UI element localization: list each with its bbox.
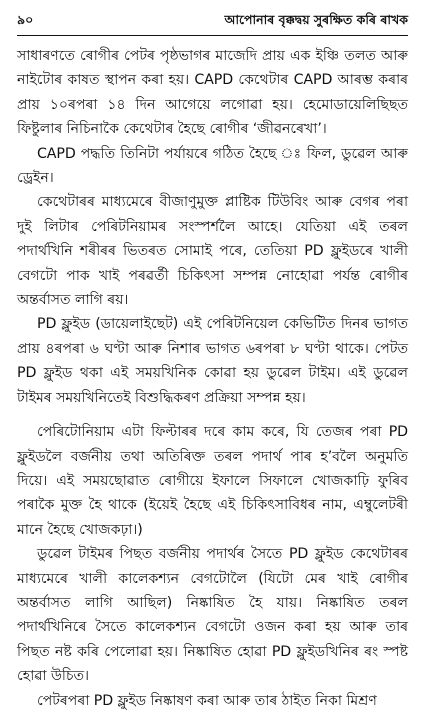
page-number: ৯০: [17, 12, 34, 27]
page-header: [17, 10, 408, 32]
paragraph: CAPD পদ্ধতি তিনিটা পৰ্যায়ৰে গঠিত হৈছে ঃ ফিল, ডুৱেল আৰু ড্ৰেইন।: [17, 145, 408, 187]
paragraph: সাধাৰণতে ৰোগীৰ পেটৰ পৃষ্ঠভাগৰ মাজেদি প্ৰায় এক ইঞ্চি তলত আৰু নাইটোৰ কাষত স্থাপন কৰা হয়। CAPD কেথেটাৰ CAPD আৰম্ভ কৰাৰ প্ৰায় ১০ৰপৰা ১৪ দিন আগেয়ে লগোৱা হয়। হেমোডায়েলিছিছত ফিষ্টুলাৰ নিচিনাকৈ কেথেটাৰ হৈছে ৰোগীৰ ‘জীৱনৰেখা’।: [17, 48, 408, 138]
paragraph: পেটৰপৰা PD ফ্লুইড নিষ্কাষণ কৰা আৰু তাৰ ঠাইত নিকা মিশ্ৰণ: [37, 692, 377, 709]
paragraph: ডুৱেল টাইমৰ পিছত বৰ্জনীয় পদাৰ্থৰ সৈতে PD ফ্লুইড কেথেটাৰৰ মাধ্যমেৰে খালী কালেকশ্যন বেগটোলৈ (যিটো মেৰ খাই ৰোগীৰ অন্তৰ্বাসত লাগি আছিল) নিষ্কাষিত হৈ যায়। নিষ্কাষিত তৰল পদাৰ্থখিনিৰে সৈতে কালেকশ্যন বেগটো ওজন কৰা হয় আৰু তাৰ পিছত নষ্ট কৰি পেলোৱা হয়। নিষ্কাষিত হোৱা PD ফ্লুইডখিনিৰ ৰং স্পষ্ট হোৱা উচিত।: [17, 546, 408, 685]
header-rule: [17, 35, 408, 36]
paragraph: পেৰিটোনিয়াম এটা ফিল্টাৰৰ দৰে কাম কৰে, যি তেজৰ পৰা PD ফ্লুইডলৈ বৰ্জনীয় তথা অতিৰিক্ত তৰল পদাৰ্থ পাৰ হ’বলৈ অনুমতি দিয়ে। এই সময়ছোৱাত ৰোগীয়ে ইফালে সিফালে খোজকাঢ়ি ফুৰিব পৰাকৈ মুক্ত হৈ থাকে (ইয়েই হৈছে এই চিকিৎসাবিধৰ নাম, এম্বুলেটৰী মানে হৈছে খোজকঢ়া।): [17, 424, 408, 538]
paragraph: কেথেটাৰৰ মাধ্যমেৰে বীজাণুমুক্ত প্লাষ্টিক টিউবিং আৰু বেগৰ পৰা দুই লিটাৰ পেৰিটনিয়ামৰ সংস্পৰ্শলৈ আহে। যেতিয়া এই তৰল পদাৰ্থখিনি শৰীৰৰ ভিতৰত সোমাই পৰে, তেতিয়া PD ফ্লুইডৰে খালী বেগটো পাক খাই পৰৱৰ্তী চিকিৎসা সম্পন্ন নোহোৱা পৰ্যন্ত ৰোগীৰ অন্তৰ্বাসত লাগি ৰয়।: [17, 194, 408, 309]
body-text: [17, 44, 408, 713]
running-title: আপোনাৰ বৃক্কদ্বয় সুৰক্ষিত কৰি ৰাখক: [224, 12, 408, 27]
paragraph: PD ফ্লুইড (ডায়েলাইছেট) এই পেৰিটনিয়েল কেভিটিত দিনৰ ভাগত প্ৰায় ৪ৰপৰা ৬ ঘণ্টা আৰু নিশাৰ ভাগত ৬ৰপৰা ৮ ঘণ্টা থাকে। পেটত PD ফ্লুইড থকা এই সময়খিনিক কোৱা হয় ডুৱেল টাইম। এই ডুৱেল টাইমৰ সময়খিনিতেই বিশুদ্ধিকৰণ প্ৰক্ৰিয়া সম্পন্ন হয়।: [17, 316, 408, 406]
